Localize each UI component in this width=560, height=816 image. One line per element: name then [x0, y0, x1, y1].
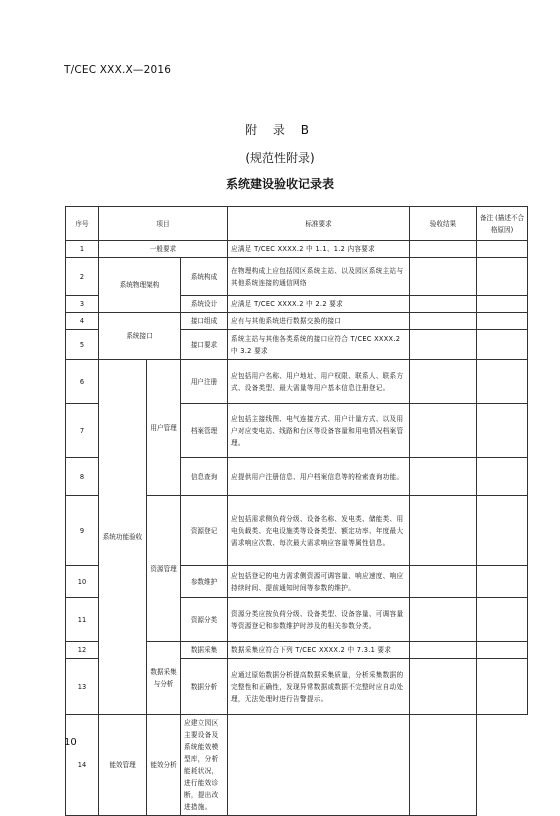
remark-cell[interactable]: [477, 296, 528, 313]
table-row: [66, 715, 528, 816]
header-seq: 序号: [66, 207, 99, 241]
row-number: 12: [66, 642, 99, 659]
table-row: [66, 258, 528, 296]
row-number: 13: [66, 659, 99, 715]
standard-cell: 应有与其他系统进行数据交换的接口: [228, 313, 410, 330]
item-cell: 参数维护: [181, 566, 228, 598]
subgroup-cell: 数据采集与分析: [147, 642, 181, 715]
header-item: 项目: [99, 207, 228, 241]
standard-cell: 应建立园区主要设备及系统能效模型库，分析能耗状况，进行能效诊断，提出改进措施。: [181, 715, 228, 816]
row-number: 6: [66, 360, 99, 404]
row-number: 8: [66, 458, 99, 496]
remark-cell[interactable]: [477, 598, 528, 642]
standard-cell: 在物理构成上应包括园区系统主站、以及园区系统主站与其他系统连接的通信网络: [228, 258, 410, 296]
item-cell: 一般要求: [99, 241, 228, 258]
row-number: 14: [66, 715, 99, 816]
group-cell: 系统物理架构: [99, 258, 181, 313]
row-number: 11: [66, 598, 99, 642]
appendix-label: 附 录 B: [245, 123, 315, 137]
standard-cell: 应满足 T/CEC XXXX.2 中 2.2 要求: [228, 296, 410, 313]
remark-cell[interactable]: [477, 566, 528, 598]
result-cell[interactable]: [228, 715, 410, 816]
standard-cell: 应包括登记的电力需求侧资源可调容量、响应速度、响应持续时间、提前通知时间等参数的维护。: [228, 566, 410, 598]
row-number: 9: [66, 496, 99, 566]
table-row: [66, 360, 528, 404]
result-cell[interactable]: [410, 330, 477, 360]
item-cell: 系统设计: [181, 296, 228, 313]
item-cell: 接口组成: [181, 313, 228, 330]
result-cell[interactable]: [410, 258, 477, 296]
remark-cell[interactable]: [477, 642, 528, 659]
item-cell: 档案管理: [181, 404, 228, 458]
remark-cell[interactable]: [477, 330, 528, 360]
result-cell[interactable]: [410, 598, 477, 642]
row-number: 10: [66, 566, 99, 598]
remark-cell[interactable]: [410, 715, 477, 816]
remark-cell[interactable]: [477, 360, 528, 404]
table-title: 系统建设验收记录表: [225, 177, 334, 191]
standard-cell: 应包括需求侧负荷分级、设备名称、发电类、储能类、用电负载类、充电设施类等设备类型、额定功率、年度最大需求响应次数、每次最大需求响应容量等属性信息。: [228, 496, 410, 566]
item-cell: 数据分析: [181, 659, 228, 715]
remark-cell[interactable]: [477, 496, 528, 566]
standard-cell: 应满足 T/CEC XXXX.2 中 1.1、1.2 内容要求: [228, 241, 410, 258]
standard-cell: 数据采集应符合下列 T/CEC XXXX.2 中 7.3.1 要求: [228, 642, 410, 659]
item-cell: 资源登记: [181, 496, 228, 566]
item-cell: 接口要求: [181, 330, 228, 360]
page-number: 10: [64, 737, 77, 748]
row-number: 2: [66, 258, 99, 296]
remark-cell[interactable]: [477, 458, 528, 496]
group-cell: 系统功能验收: [99, 360, 147, 715]
result-cell[interactable]: [410, 458, 477, 496]
remark-cell[interactable]: [477, 404, 528, 458]
remark-cell[interactable]: [477, 313, 528, 330]
row-number: 7: [66, 404, 99, 458]
result-cell[interactable]: [410, 496, 477, 566]
subgroup-cell: 能效管理: [99, 715, 147, 816]
standard-cell: 应包括主接线图、电气连接方式、用户计量方式、以及用户对应变电站、线路和台区等设备容量和用电情况档案管理。: [228, 404, 410, 458]
result-cell[interactable]: [410, 296, 477, 313]
result-cell[interactable]: [410, 404, 477, 458]
standard-cell: 应提供用户注册信息、用户档案信息等的检索查询功能。: [228, 458, 410, 496]
standard-cell: 应通过原始数据分析提高数据采集质量，分析采集数据的完整性和正确性，发现异常数据或数据不完整时应自动处理，无法处理时进行告警提示。: [228, 659, 410, 715]
item-cell: 数据采集: [181, 642, 228, 659]
row-number: 1: [66, 241, 99, 258]
standard-cell: 资源分类应按负荷分级、设备类型、设备容量、可调容量等资源登记和参数维护时涉及的相关参数分类。: [228, 598, 410, 642]
remark-cell[interactable]: [477, 659, 528, 715]
table-row: [66, 241, 528, 258]
item-cell: 系统构成: [181, 258, 228, 296]
result-cell[interactable]: [410, 566, 477, 598]
row-number: 3: [66, 296, 99, 313]
subgroup-cell: 用户管理: [147, 360, 181, 496]
row-number: 5: [66, 330, 99, 360]
item-cell: 资源分类: [181, 598, 228, 642]
header-remark: 备注 (描述不合格原因): [477, 207, 528, 241]
remark-cell[interactable]: [477, 241, 528, 258]
result-cell[interactable]: [410, 360, 477, 404]
result-cell[interactable]: [410, 659, 477, 715]
standard-cell: 应包括用户名称、用户地址、用户权限、联系人、联系方式、设备类型、最大需量等用户基本信息注册登记。: [228, 360, 410, 404]
header-standard: 标准要求: [228, 207, 410, 241]
group-cell: 系统接口: [99, 313, 181, 360]
result-cell[interactable]: [410, 313, 477, 330]
table-row: [66, 313, 528, 330]
header-result: 验收结果: [410, 207, 477, 241]
item-cell: 能效分析: [147, 715, 181, 816]
appendix-type: (规范性附录): [245, 151, 315, 165]
result-cell[interactable]: [410, 241, 477, 258]
item-cell: 用户注册: [181, 360, 228, 404]
standard-cell: 系统主站与其他各类系统的接口应符合 T/CEC XXXX.2 中 3.2 要求: [228, 330, 410, 360]
document-code: T/CEC XXX.X—2016: [64, 64, 172, 76]
remark-cell[interactable]: [477, 258, 528, 296]
item-cell: 信息查询: [181, 458, 228, 496]
subgroup-cell: 资源管理: [147, 496, 181, 642]
row-number: 4: [66, 313, 99, 330]
acceptance-record-table: [65, 206, 528, 816]
table-header-row: [66, 207, 528, 241]
result-cell[interactable]: [410, 642, 477, 659]
